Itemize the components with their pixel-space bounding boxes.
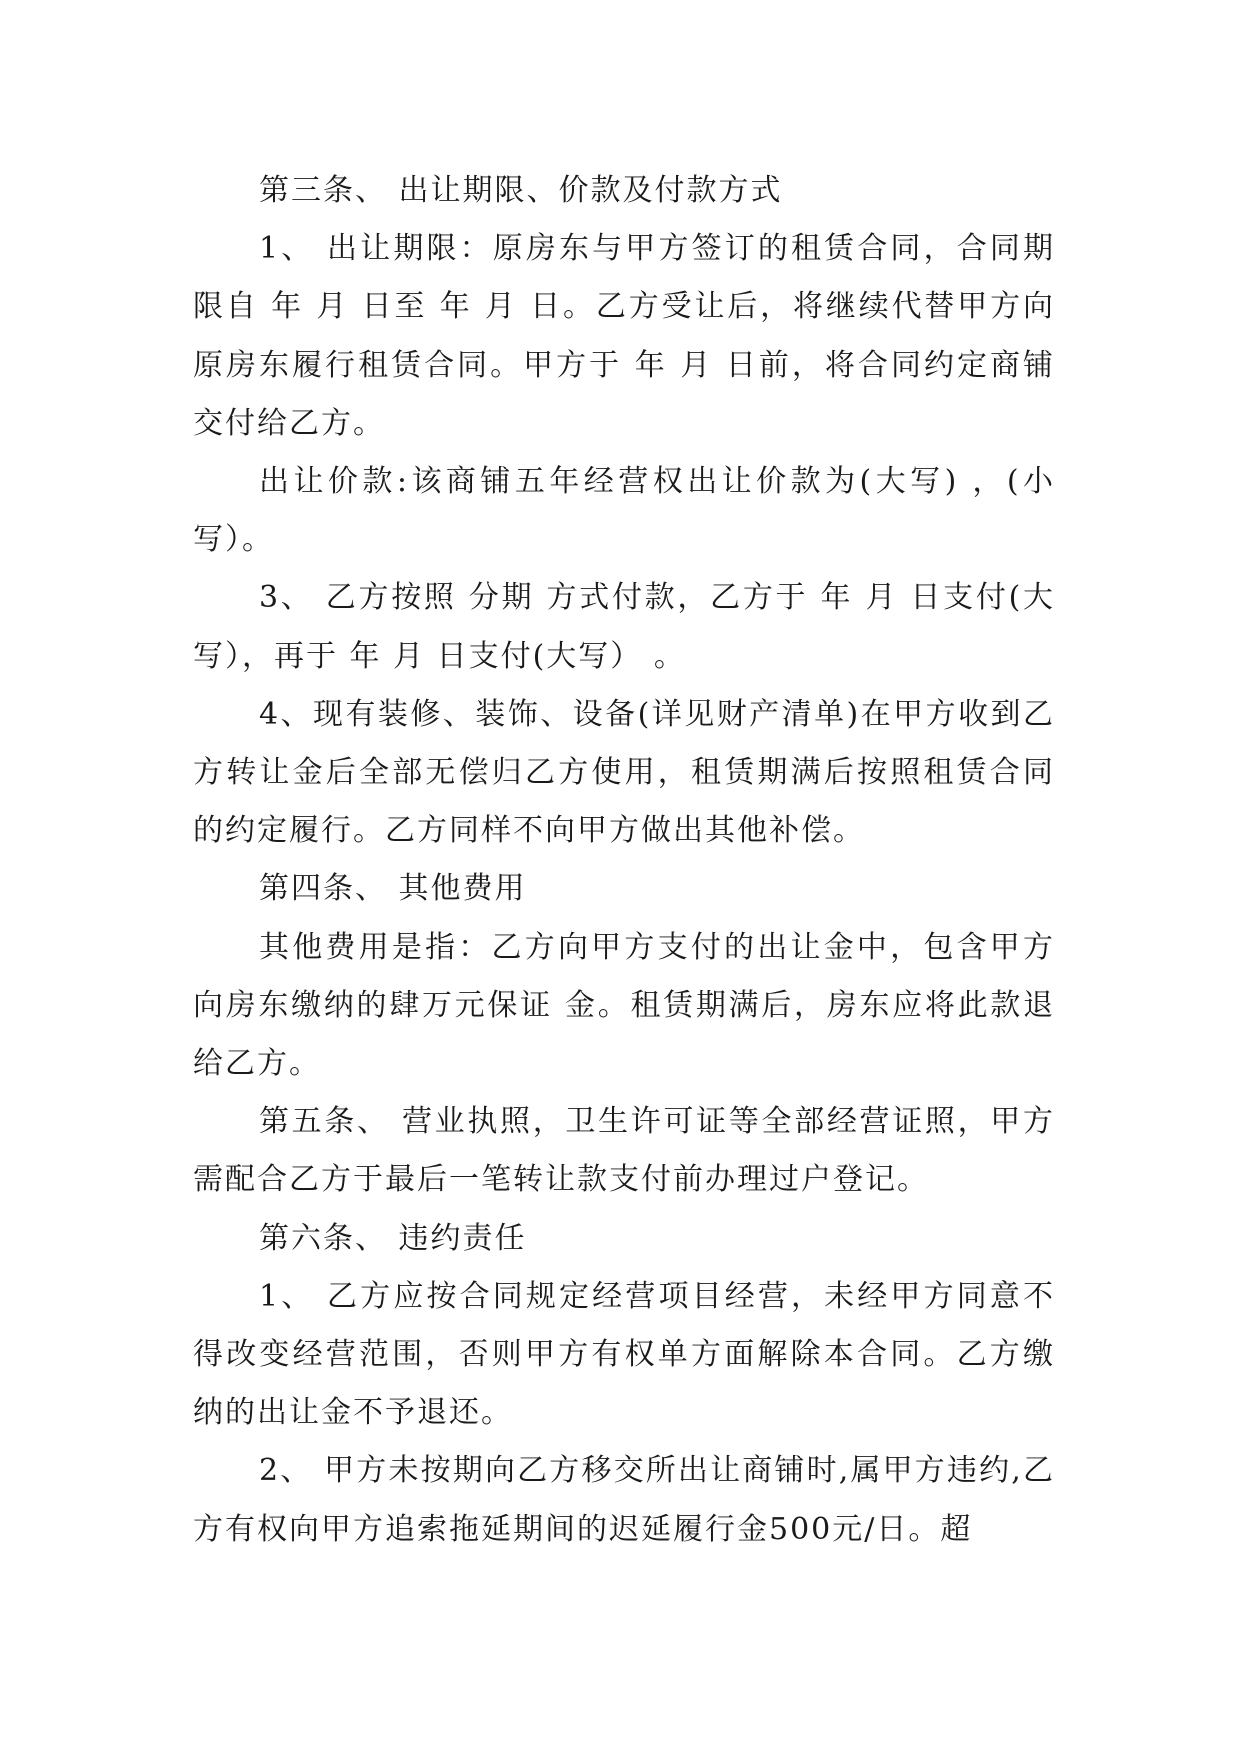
article-5-body: 第五条、 营业执照，卫生许可证等全部经营证照，甲方需配合乙方于最后一笔转让款支付前办理过户登记。 bbox=[193, 1104, 1055, 1198]
article-3-clause-price: 出让价款:该商铺五年经营权出让价款为(大写) ，(小写）。 bbox=[193, 464, 1055, 558]
article-3-clause-4: 4、现有装修、装饰、设备(详见财产清单)在甲方收到乙方转让金后全部无偿归乙方使用，租赁期满后按照租赁合同的约定履行。乙方同样不向甲方做出其他补偿。 bbox=[193, 696, 1055, 849]
article-4-heading: 第四条、 其他费用 bbox=[259, 871, 527, 907]
article-4-body: 其他费用是指：乙方向甲方支付的出让金中，包含甲方向房东缴纳的肆万元保证 金。租赁期满后，房东应将此款退给乙方。 bbox=[193, 929, 1055, 1082]
article-6-clause-2: 2、 甲方未按期向乙方移交所出让商铺时,属甲方违约,乙方有权向甲方追索拖延期间的迟延履行金500元/日。超 bbox=[193, 1453, 1055, 1547]
document-page bbox=[193, 162, 1055, 1559]
article-3-clause-3: 3、 乙方按照 分期 方式付款，乙方于 年 月 日支付(大 写），再于 年 月 日支付(大写） 。 bbox=[193, 580, 1055, 674]
article-3-heading: 第三条、 出让期限、价款及付款方式 bbox=[259, 173, 783, 208]
article-6-clause-1: 1、 乙方应按合同规定经营项目经营，未经甲方同意不得改变经营范围，否则甲方有权单方面解除本合同。乙方缴纳的出让金不予退还。 bbox=[193, 1278, 1055, 1431]
article-6-heading: 第六条、 违约责任 bbox=[259, 1220, 527, 1256]
article-3-clause-1: 1、 出让期限：原房东与甲方签订的租赁合同，合同期限自 年 月 日至 年 月 日。乙方受让后，将继续代替甲方向原房东履行租赁合同。甲方于 年 月 日前，将合同约定商铺交付给乙方。 bbox=[193, 231, 1055, 441]
